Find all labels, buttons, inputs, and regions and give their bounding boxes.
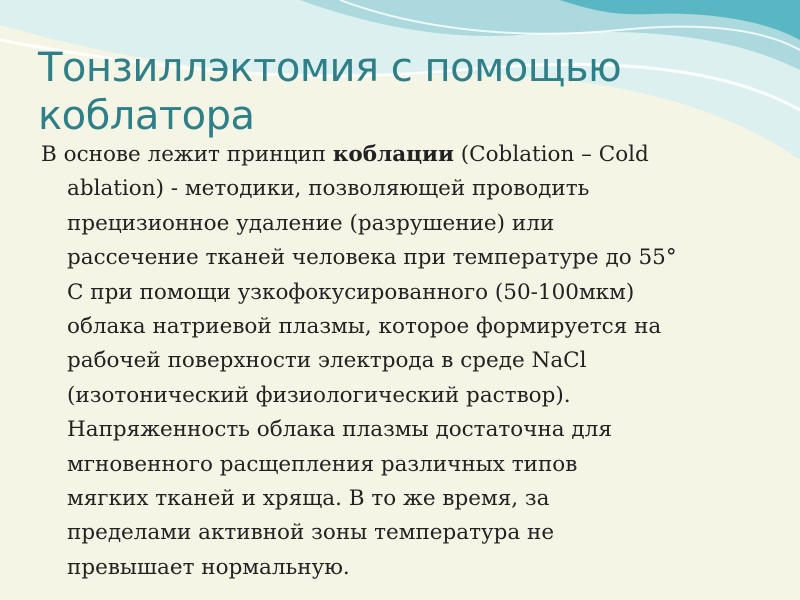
body-line: пределами активной зоны температура не [67,520,555,546]
title-line-2: коблатора [38,93,255,139]
slide-body-text [41,138,781,585]
body-line: прецизионное удаление (разрушение) или [67,210,555,236]
body-line: мгновенного расщепления различных типов [67,451,578,477]
body-line: С при помощи узкофокусированного (50-100мкм) [67,279,635,305]
body-line: ablation) - методики, позволяющей проводить [67,176,590,202]
body-line: облака натриевой плазмы, которое формируется на [67,314,662,340]
body-line: (изотонический физиологический раствор). [67,382,571,408]
body-line: превышает нормальную. [67,554,350,580]
body-line-1 [41,138,781,172]
body-line: рабочей поверхности электрода в среде NaCl [67,348,587,374]
slide-title [38,44,738,140]
body-line-1-end: (Coblation – Cold [453,142,649,167]
body-line: рассечение тканей человека при температуре до 55° [67,245,677,271]
body-line-1-start: В основе лежит принцип [41,142,333,167]
body-line: мягких тканей и хряща. В то же время, за [67,486,550,512]
coblation-term: коблации [332,142,454,167]
body-line: Напряженность облака плазмы достаточна для [67,417,612,443]
title-line-1: Тонзиллэктомия с помощью [38,45,622,91]
